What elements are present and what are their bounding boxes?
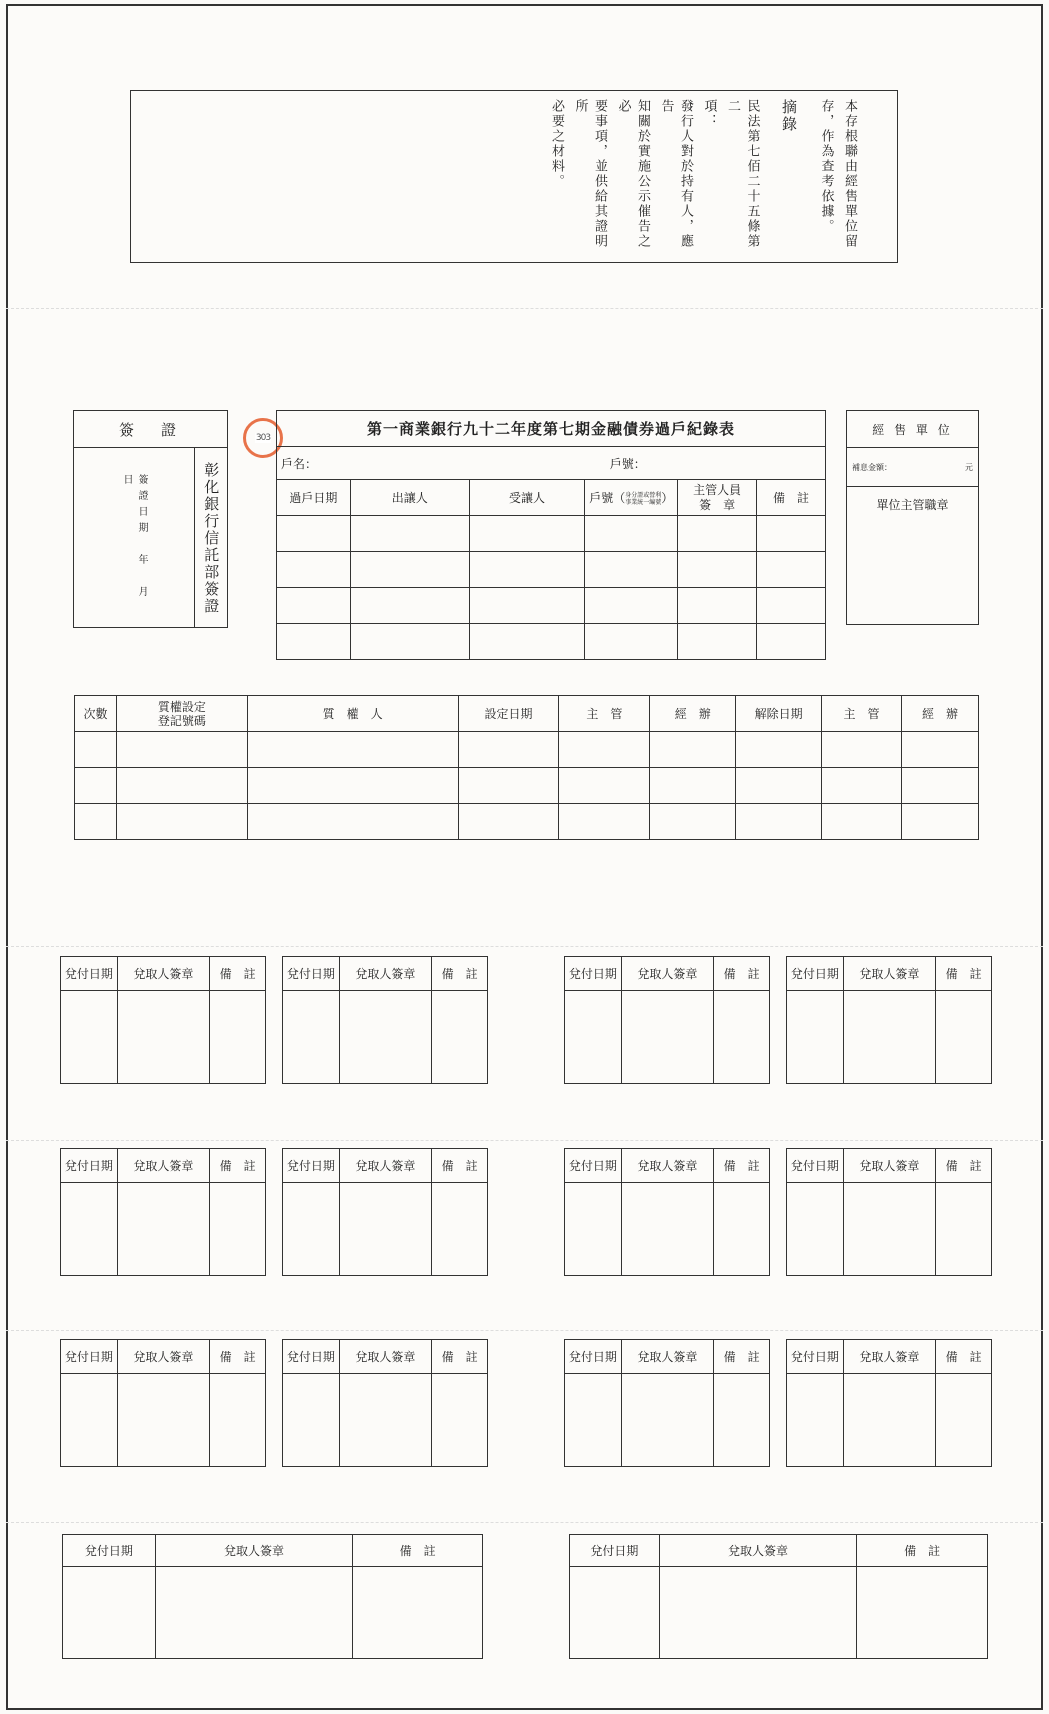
cell[interactable] bbox=[714, 991, 770, 1084]
transfer-name-field[interactable]: 戶名： bbox=[277, 447, 678, 480]
endorsement-box bbox=[73, 410, 228, 628]
perforation-line bbox=[6, 946, 1043, 947]
cell[interactable] bbox=[585, 624, 678, 660]
cell[interactable] bbox=[757, 588, 826, 624]
cell[interactable] bbox=[155, 1567, 352, 1659]
th-redeem-note: 備 註 bbox=[714, 1149, 770, 1183]
cell[interactable] bbox=[353, 1567, 483, 1659]
redemption-coupon bbox=[564, 956, 770, 1084]
cell[interactable] bbox=[559, 732, 650, 768]
th-redeem-date: 兌付日期 bbox=[61, 1340, 118, 1374]
th-redeem-date: 兌付日期 bbox=[283, 957, 340, 991]
th-transferee: 受讓人 bbox=[469, 480, 585, 516]
th-supervisor: 主 管 bbox=[559, 696, 650, 732]
cell[interactable] bbox=[650, 732, 736, 768]
cell[interactable] bbox=[469, 516, 585, 552]
th-acct-no: 戶號（身分證或營利 事業統一編號） bbox=[585, 480, 678, 516]
cell[interactable] bbox=[585, 516, 678, 552]
cell[interactable] bbox=[117, 991, 209, 1084]
th-remarks: 備 註 bbox=[757, 480, 826, 516]
th-pledge-reg-no: 質權設定 登記號碼 bbox=[116, 696, 247, 732]
sales-unit-title: 經 售 單 位 bbox=[847, 411, 978, 448]
cell[interactable] bbox=[432, 1183, 488, 1276]
th-redeem-date: 兌付日期 bbox=[61, 957, 118, 991]
cell[interactable] bbox=[458, 768, 559, 804]
redemption-coupon bbox=[282, 1339, 488, 1467]
th-supervisor-2: 主 管 bbox=[822, 696, 902, 732]
cell[interactable] bbox=[902, 732, 979, 768]
cell[interactable] bbox=[277, 588, 351, 624]
th-redeem-note: 備 註 bbox=[714, 957, 770, 991]
redemption-coupon bbox=[564, 1148, 770, 1276]
cell[interactable] bbox=[339, 1374, 431, 1467]
cell[interactable] bbox=[650, 768, 736, 804]
cell[interactable] bbox=[621, 1374, 713, 1467]
cell[interactable] bbox=[787, 1374, 844, 1467]
th-redeem-note: 備 註 bbox=[432, 1149, 488, 1183]
cell[interactable] bbox=[116, 768, 247, 804]
th-redeem-date: 兌付日期 bbox=[570, 1535, 660, 1567]
th-manager-sign: 主管人員 簽 章 bbox=[678, 480, 757, 516]
th-pledgee: 質 權 人 bbox=[247, 696, 458, 732]
cell[interactable] bbox=[822, 768, 902, 804]
transfer-record-table bbox=[276, 410, 826, 660]
cell[interactable] bbox=[936, 1183, 992, 1276]
cell[interactable] bbox=[247, 804, 458, 840]
cell[interactable] bbox=[458, 732, 559, 768]
th-redeemer-sign: 兌取人簽章 bbox=[843, 1340, 935, 1374]
redemption-coupon-wide bbox=[62, 1534, 483, 1659]
cell[interactable] bbox=[736, 804, 822, 840]
th-redeemer-sign: 兌取人簽章 bbox=[843, 957, 935, 991]
interest-amount-field[interactable]: 補息金額： 元 bbox=[847, 448, 978, 487]
cell[interactable] bbox=[936, 991, 992, 1084]
cell[interactable] bbox=[650, 804, 736, 840]
cell[interactable] bbox=[75, 804, 117, 840]
th-redeemer-sign: 兌取人簽章 bbox=[659, 1535, 856, 1567]
perforation-line bbox=[6, 1330, 1043, 1331]
cell[interactable] bbox=[61, 991, 118, 1084]
cell[interactable] bbox=[565, 991, 622, 1084]
cell[interactable] bbox=[678, 516, 757, 552]
th-redeemer-sign: 兌取人簽章 bbox=[117, 1340, 209, 1374]
th-redeem-note: 備 註 bbox=[353, 1535, 483, 1567]
sales-unit-box bbox=[846, 410, 979, 625]
cell[interactable] bbox=[75, 768, 117, 804]
th-redeemer-sign: 兌取人簽章 bbox=[117, 957, 209, 991]
perforation-line bbox=[6, 308, 1043, 309]
th-transfer-date: 過戶日期 bbox=[277, 480, 351, 516]
cell[interactable] bbox=[350, 552, 469, 588]
cell[interactable] bbox=[116, 732, 247, 768]
cell[interactable] bbox=[339, 1183, 431, 1276]
cell[interactable] bbox=[736, 768, 822, 804]
cell[interactable] bbox=[350, 624, 469, 660]
cell[interactable] bbox=[757, 552, 826, 588]
cell[interactable] bbox=[469, 624, 585, 660]
stub-line-4: 民法第七佰二十五條第二 bbox=[725, 99, 760, 249]
pledge-table bbox=[74, 695, 979, 840]
cell[interactable] bbox=[585, 552, 678, 588]
cell[interactable] bbox=[621, 1183, 713, 1276]
cell[interactable] bbox=[283, 1374, 340, 1467]
th-redeem-date: 兌付日期 bbox=[787, 1340, 844, 1374]
cell[interactable] bbox=[61, 1374, 118, 1467]
cell[interactable] bbox=[843, 1183, 935, 1276]
red-circle-seal: 303 bbox=[243, 418, 283, 458]
th-redeem-note: 備 註 bbox=[714, 1340, 770, 1374]
stub-heading: 摘錄 bbox=[780, 99, 798, 133]
cell[interactable] bbox=[432, 1374, 488, 1467]
cell[interactable] bbox=[277, 552, 351, 588]
cell[interactable] bbox=[210, 991, 266, 1084]
cell[interactable] bbox=[283, 991, 340, 1084]
redemption-coupon bbox=[60, 956, 266, 1084]
cell[interactable] bbox=[210, 1183, 266, 1276]
th-redeem-date: 兌付日期 bbox=[787, 1149, 844, 1183]
cell[interactable] bbox=[559, 768, 650, 804]
th-redeem-date: 兌付日期 bbox=[283, 1149, 340, 1183]
th-handler-2: 經 辦 bbox=[902, 696, 979, 732]
cell[interactable] bbox=[283, 1183, 340, 1276]
cell[interactable] bbox=[757, 516, 826, 552]
redemption-coupon bbox=[786, 1148, 992, 1276]
manager-seal-label: 單位主管職章 bbox=[876, 497, 949, 512]
th-redeem-note: 備 註 bbox=[210, 957, 266, 991]
cell[interactable] bbox=[350, 588, 469, 624]
redemption-coupon bbox=[60, 1339, 266, 1467]
th-redeem-note: 備 註 bbox=[210, 1340, 266, 1374]
cell[interactable] bbox=[787, 1183, 844, 1276]
cell[interactable] bbox=[659, 1567, 856, 1659]
th-redeem-date: 兌付日期 bbox=[61, 1149, 118, 1183]
cell[interactable] bbox=[277, 624, 351, 660]
redemption-coupon bbox=[282, 1148, 488, 1276]
th-redeem-note: 備 註 bbox=[936, 957, 992, 991]
cell[interactable] bbox=[843, 991, 935, 1084]
th-redeem-date: 兌付日期 bbox=[565, 1340, 622, 1374]
cell[interactable] bbox=[63, 1567, 156, 1659]
cell[interactable] bbox=[902, 768, 979, 804]
stub-line-2: 存，作為查考依據。 bbox=[818, 99, 834, 234]
perforation-line bbox=[6, 1140, 1043, 1141]
cell[interactable] bbox=[61, 1183, 118, 1276]
th-transferor: 出讓人 bbox=[350, 480, 469, 516]
th-redeem-date: 兌付日期 bbox=[63, 1535, 156, 1567]
cell[interactable] bbox=[678, 552, 757, 588]
th-redeemer-sign: 兌取人簽章 bbox=[843, 1149, 935, 1183]
stub-line-6: 發行人對於持有人，應告 bbox=[658, 99, 693, 249]
th-redeemer-sign: 兌取人簽章 bbox=[339, 1340, 431, 1374]
redemption-coupon bbox=[282, 956, 488, 1084]
cell[interactable] bbox=[621, 991, 713, 1084]
cell[interactable] bbox=[339, 991, 431, 1084]
endorsement-bank: 彰化銀行信託部簽證 bbox=[194, 448, 227, 628]
cell[interactable] bbox=[565, 1374, 622, 1467]
th-redeemer-sign: 兌取人簽章 bbox=[117, 1149, 209, 1183]
th-release-date: 解除日期 bbox=[736, 696, 822, 732]
cell[interactable] bbox=[843, 1374, 935, 1467]
th-redeemer-sign: 兌取人簽章 bbox=[621, 957, 713, 991]
th-redeem-note: 備 註 bbox=[936, 1149, 992, 1183]
cell[interactable] bbox=[116, 804, 247, 840]
th-redeem-note: 備 註 bbox=[432, 1340, 488, 1374]
th-redeem-date: 兌付日期 bbox=[565, 1149, 622, 1183]
stub-line-5: 項： bbox=[701, 99, 717, 129]
th-redeem-date: 兌付日期 bbox=[283, 1340, 340, 1374]
redemption-coupon bbox=[60, 1148, 266, 1276]
cell[interactable] bbox=[210, 1374, 266, 1467]
th-redeem-date: 兌付日期 bbox=[787, 957, 844, 991]
cell[interactable] bbox=[75, 732, 117, 768]
endorsement-title: 簽 證 bbox=[74, 411, 227, 448]
cell[interactable] bbox=[277, 516, 351, 552]
th-redeem-note: 備 註 bbox=[432, 957, 488, 991]
cell[interactable] bbox=[936, 1374, 992, 1467]
redemption-coupon bbox=[786, 956, 992, 1084]
cell[interactable] bbox=[350, 516, 469, 552]
cell[interactable] bbox=[678, 624, 757, 660]
th-count: 次數 bbox=[75, 696, 117, 732]
th-handler: 經 辦 bbox=[650, 696, 736, 732]
th-set-date: 設定日期 bbox=[458, 696, 559, 732]
redemption-coupon bbox=[786, 1339, 992, 1467]
th-redeemer-sign: 兌取人簽章 bbox=[339, 957, 431, 991]
cell[interactable] bbox=[469, 552, 585, 588]
cell[interactable] bbox=[585, 588, 678, 624]
stub-line-9: 必要之材料。 bbox=[549, 99, 564, 189]
cell[interactable] bbox=[559, 804, 650, 840]
cell[interactable] bbox=[822, 804, 902, 840]
endorsement-date: 簽證日期 年 月 日 bbox=[121, 474, 147, 618]
cell[interactable] bbox=[787, 991, 844, 1084]
cell[interactable] bbox=[857, 1567, 988, 1659]
th-redeemer-sign: 兌取人簽章 bbox=[339, 1149, 431, 1183]
cell[interactable] bbox=[822, 732, 902, 768]
stub-line-8: 要事項，並供給其證明所 bbox=[572, 99, 607, 249]
cell[interactable] bbox=[247, 768, 458, 804]
cell[interactable] bbox=[458, 804, 559, 840]
cell[interactable] bbox=[565, 1183, 622, 1276]
transfer-acct-field[interactable]: 戶號： bbox=[678, 447, 826, 480]
transfer-title: 第一商業銀行九十二年度第七期金融債券過戶紀錄表 bbox=[277, 411, 826, 447]
cell[interactable] bbox=[902, 804, 979, 840]
stub-text bbox=[547, 99, 860, 259]
cell[interactable] bbox=[117, 1374, 209, 1467]
cell[interactable] bbox=[678, 588, 757, 624]
th-redeem-note: 備 註 bbox=[857, 1535, 988, 1567]
th-redeem-date: 兌付日期 bbox=[565, 957, 622, 991]
cell[interactable] bbox=[714, 1374, 770, 1467]
stub-line-1: 本存根聯由經售單位留 bbox=[842, 99, 857, 249]
th-redeemer-sign: 兌取人簽章 bbox=[621, 1340, 713, 1374]
th-redeem-note: 備 註 bbox=[936, 1340, 992, 1374]
cell[interactable] bbox=[570, 1567, 660, 1659]
cell[interactable] bbox=[247, 732, 458, 768]
cell[interactable] bbox=[736, 732, 822, 768]
stub-line-7: 知關於實施公示催告之必 bbox=[615, 99, 650, 249]
th-redeemer-sign: 兌取人簽章 bbox=[621, 1149, 713, 1183]
stub-box bbox=[130, 90, 898, 263]
cell[interactable] bbox=[432, 991, 488, 1084]
cell[interactable] bbox=[469, 588, 585, 624]
th-redeem-note: 備 註 bbox=[210, 1149, 266, 1183]
redemption-coupon bbox=[564, 1339, 770, 1467]
redemption-coupon-wide bbox=[569, 1534, 988, 1659]
cell[interactable] bbox=[757, 624, 826, 660]
th-redeemer-sign: 兌取人簽章 bbox=[155, 1535, 352, 1567]
perforation-line bbox=[6, 1522, 1043, 1523]
cell[interactable] bbox=[117, 1183, 209, 1276]
cell[interactable] bbox=[714, 1183, 770, 1276]
